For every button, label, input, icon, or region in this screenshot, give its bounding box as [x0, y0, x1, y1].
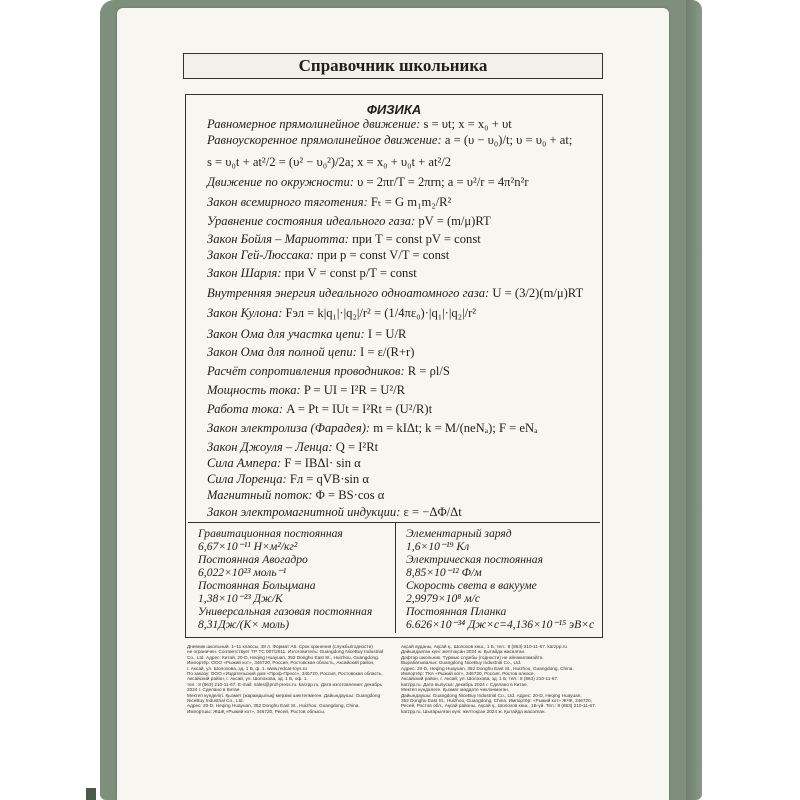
formula-line — [207, 195, 451, 209]
imprint-line: 352 Donghu East St., Huizhou, Guangdong, China. Импортёр: «Рыжий кот» ЖЧК, 346720, — [401, 698, 593, 704]
imprint-footer — [187, 644, 607, 744]
bookmark-ribbon — [86, 788, 96, 800]
constant-name: Постоянная Авогадро — [198, 553, 308, 566]
imprint-line: Импортшы: ЖШҚ «Рыжий кот», 346720, Ресей, Ростов облысы, — [187, 708, 326, 714]
formula-line — [207, 214, 491, 228]
formula-line — [207, 117, 512, 131]
formula-label: Закон всемирного тяготения: — [207, 195, 368, 209]
imprint-line: Дәфтәр школьник. Түрмыс службы (годности) не әйнәкиләмәйтә. — [401, 654, 544, 660]
formula-expression: R = ρl/S — [404, 364, 450, 378]
imprint-line: По заказу: ООО «Издательский дом «Проф-Пресс», 346720, Россия, Ростовская область, — [187, 671, 383, 677]
imprint-line: Мектеп күндәлеге. Қызмат мөддәте чикләнмәгән. — [401, 687, 510, 693]
formula-line — [207, 306, 476, 320]
formula-expression: Fл = qVB·sin α — [286, 472, 369, 486]
imprint-line: karzpp.ru. Дата выпуска: декабрь 2024 г. Сделано в Китае. — [401, 681, 528, 687]
formula-expression: Φ = BS·cos α — [312, 488, 385, 502]
imprint-line: Дайындаушы: Guangdong NiceBuy Industrial Co., Ltd. Адрес: 20-D, Heqing Huayuan, — [401, 692, 582, 698]
section-title: ФИЗИКА — [366, 102, 422, 117]
formula-label: Сила Ампера: — [207, 456, 282, 470]
page-title — [183, 53, 603, 79]
constant-value: 1,6×10⁻¹⁹ Кл — [406, 540, 470, 553]
formula-label: Закон Джоуля – Ленца: — [207, 440, 333, 454]
formula-line — [207, 488, 384, 502]
formula-expression: pV = (m/μ)RT — [415, 214, 491, 228]
formula-expression: a = (υ − υ₀)/t; υ = υ₀ + at; — [441, 133, 573, 147]
formula-label: Закон Ома для полной цепи: — [207, 345, 357, 359]
formula-expression: Fₜ = G m₁m₂/R² — [367, 195, 452, 209]
formula-label: Работа тока: — [207, 402, 284, 416]
formula-label: Закон Шарля: — [207, 266, 282, 280]
imprint-line: Вырабатывальн: Guangdong NiceBuy Industrial Co., Ltd. — [401, 660, 522, 666]
imprint-line: Импортёр: ТКА «Рыжий кот», 346720, Россия, Ростов өлкәсе, — [401, 671, 535, 677]
formula-line — [207, 175, 529, 189]
imprint-line: 2024 г. Сделано в Китае. — [187, 687, 241, 693]
constants-table — [188, 522, 600, 633]
constant-name: Универсальная газовая постоянная — [198, 605, 373, 618]
constant-value: 8,85×10⁻¹² Ф/м — [406, 566, 482, 579]
formula-expression: υ = 2πr/T = 2πrn; a = υ²/r = 4π²n²r — [353, 175, 529, 189]
formula-line — [207, 402, 432, 416]
formula-line — [207, 421, 538, 435]
formula-expression: F = IBΔl· sin α — [281, 456, 361, 470]
formula-line — [207, 327, 406, 341]
imprint-line: Адрес: 20-D, Heqing Huayuan, 352 Donghu East St., Huizhou, Guangdong, China. — [401, 665, 574, 671]
formula-line — [207, 133, 572, 147]
formula-line — [207, 364, 450, 378]
constant-name: Гравитационная постоянная — [198, 527, 343, 540]
formula-expression: P = UI = I²R = U²/R — [300, 383, 405, 397]
formula-label: Закон Гей-Люссака: — [207, 248, 314, 262]
table-divider — [395, 523, 396, 633]
formula-expression: при V = const p/T = const — [281, 266, 417, 280]
formula-label: Закон Кулона: — [207, 306, 283, 320]
constant-name: Скорость света в вакууме — [406, 579, 537, 592]
formula-label: Уравнение состояния идеального газа: — [207, 214, 416, 228]
page-title-text: Справочник школьника — [298, 56, 488, 75]
imprint-line: Co., Ltd. Адрес: Китай, 20-D, Heqing Huayuan, 352 Donghu East St., Huizhou, Guangdong. — [187, 654, 380, 660]
constant-value: 6,022×10²³ моль⁻¹ — [198, 566, 287, 579]
formula-line — [207, 505, 462, 519]
formula-expression: I = ε/(R+r) — [356, 345, 415, 359]
imprint-line: г. Аксай, ул. Шолохова, зд. 1 Б, ф. 1. www.redcat-toys.ru — [187, 665, 307, 671]
formula-label: Закон электролиза (Фарадея): — [207, 421, 371, 435]
formula-line — [207, 440, 378, 454]
imprint-line: Ресей, Ростов обл., Ақсай районы, Ақсай қ., Шолохов көш., 1Б-үй. Тел.: 8 (863) 210-11-67. — [401, 703, 596, 709]
formula-label: Движение по окружности: — [207, 175, 354, 189]
formula-label: Закон Бойля – Мариотта: — [207, 232, 349, 246]
formula-label: Равномерное прямолинейное движение: — [207, 117, 421, 131]
imprint-line: NiceBuy Industrial Co., Ltd. — [187, 698, 244, 704]
formula-label: Внутренняя энергия идеального одноатомного газа: — [207, 286, 490, 300]
formula-expression: I = U/R — [364, 327, 407, 341]
imprint-line: Дневник школьный. 1–11 классы, 48 л. Формат А5. Срок хранения (службы/годности) — [187, 644, 373, 649]
physics-section — [185, 94, 603, 638]
formula-expression: m = kIΔt; k = M/(neNₐ); F = eNₐ — [370, 421, 538, 435]
imprint-right — [401, 644, 605, 714]
constant-name: Электрическая постоянная — [406, 553, 543, 566]
constant-name: Постоянная Больцмана — [198, 579, 316, 592]
formula-line — [207, 155, 451, 169]
imprint-line: Адрес: 20-D, Heqing Huayuan, 352 Donghu East St., Huizhou, Guangdong, China. — [187, 703, 360, 709]
formula-expression: Q = I²Rt — [332, 440, 379, 454]
imprint-line: Мектеп күнделігі. Қызмет (жарамдылық) мерзімі шектелмеген. Дайындаушы: Guangdong — [187, 692, 381, 698]
formula-expression: Fэл = k|q₁|·|q₂|/r² = (1/4πε₀)·|q₁|·|q₂|/r² — [282, 306, 477, 320]
page — [117, 8, 669, 800]
formula-expression: A = Pt = IUt = I²Rt = (U²/R)t — [283, 402, 433, 416]
notebook-spine-edge — [686, 0, 702, 800]
constant-name: Элементарный заряд — [406, 527, 512, 540]
formula-line — [207, 266, 417, 280]
formula-label: Равноускоренное прямолинейное движение: — [207, 133, 442, 147]
imprint-line: Дайындалған күні: желтоқсан 2024 ж. Қытайда жасалған. — [401, 649, 526, 655]
formula-label: Закон Ома для участка цепи: — [207, 327, 365, 341]
constant-value: 2,9979×10⁸ м/с — [406, 592, 480, 605]
imprint-line: Импортёр: ООО «Рыжий кот», 346720, Россия, Ростовская область, Аксайский район, — [187, 660, 375, 666]
formula-label: Расчёт сопротивления проводников: — [207, 364, 405, 378]
formula-line — [207, 345, 414, 359]
constant-value: 6.626×10⁻³⁴ Дж×с=4,136×10⁻¹⁵ эВ×с — [406, 618, 595, 631]
formula-line — [207, 232, 481, 246]
imprint-line: тел.: 8 (863) 210-11-67. E-mail: sales@prof-press.ru. karzpp.ru. Дата изготовления: декабрь — [187, 681, 383, 687]
formula-expression: ε = −ΔΦ/Δt — [400, 505, 462, 519]
formula-line — [207, 472, 369, 486]
formula-label: Магнитный поток: — [207, 488, 313, 502]
constant-name: Постоянная Планка — [406, 605, 507, 618]
formula-label: Сила Лоренца: — [207, 472, 287, 486]
formula-label: Мощность тока: — [207, 383, 301, 397]
imprint-line: Аксайский район, г. Аксай, ул. Шолохова, зд. 1 Б, оф. 1. — [187, 676, 308, 682]
formula-expression: s = υt; x = x₀ + υt — [420, 117, 512, 131]
formula-expression: s = υ₀t + at²/2 = (υ² − υ₀²)/2a; x = x₀ + υ₀t + at²/2 — [207, 155, 452, 169]
constant-value: 8,31Дж/(К× моль) — [198, 618, 290, 631]
imprint-line: Аксайский район, г. Аксай, ул. Шолохова, зд. 1 Б, тел.: 8 (863) 210-11-67. — [401, 676, 559, 682]
constant-value: 1,38×10⁻²³ Дж/К — [198, 592, 283, 605]
formula-line — [207, 286, 583, 300]
formula-expression: при p = const V/T = const — [313, 248, 450, 262]
constant-value: 6,67×10⁻¹¹ Н×м²/кг² — [198, 540, 298, 553]
imprint-line: не ограничен. Соответствует ТР ТС 007/2011. Изготовитель: Guangdong NiceBuy Industrial — [187, 649, 384, 655]
imprint-line: karzpp.ru. Шығарылған күні: желтоқсан 2024 ж. Қытайда жасалған. — [401, 708, 546, 714]
imprint-line: Ақсай ауданы, Ақсай қ., Шолохов көш., 1 Б, тел.: 8 (863) 210-11-67. karzpp.ru — [401, 644, 567, 649]
formula-expression: U = (3/2)(m/μ)RT — [489, 286, 584, 300]
formula-expression: при T = const pV = const — [348, 232, 481, 246]
imprint-left — [187, 644, 391, 714]
formula-line — [207, 248, 449, 262]
formula-label: Закон электромагнитной индукции: — [207, 505, 401, 519]
formula-line — [207, 456, 361, 470]
formula-line — [207, 383, 405, 397]
